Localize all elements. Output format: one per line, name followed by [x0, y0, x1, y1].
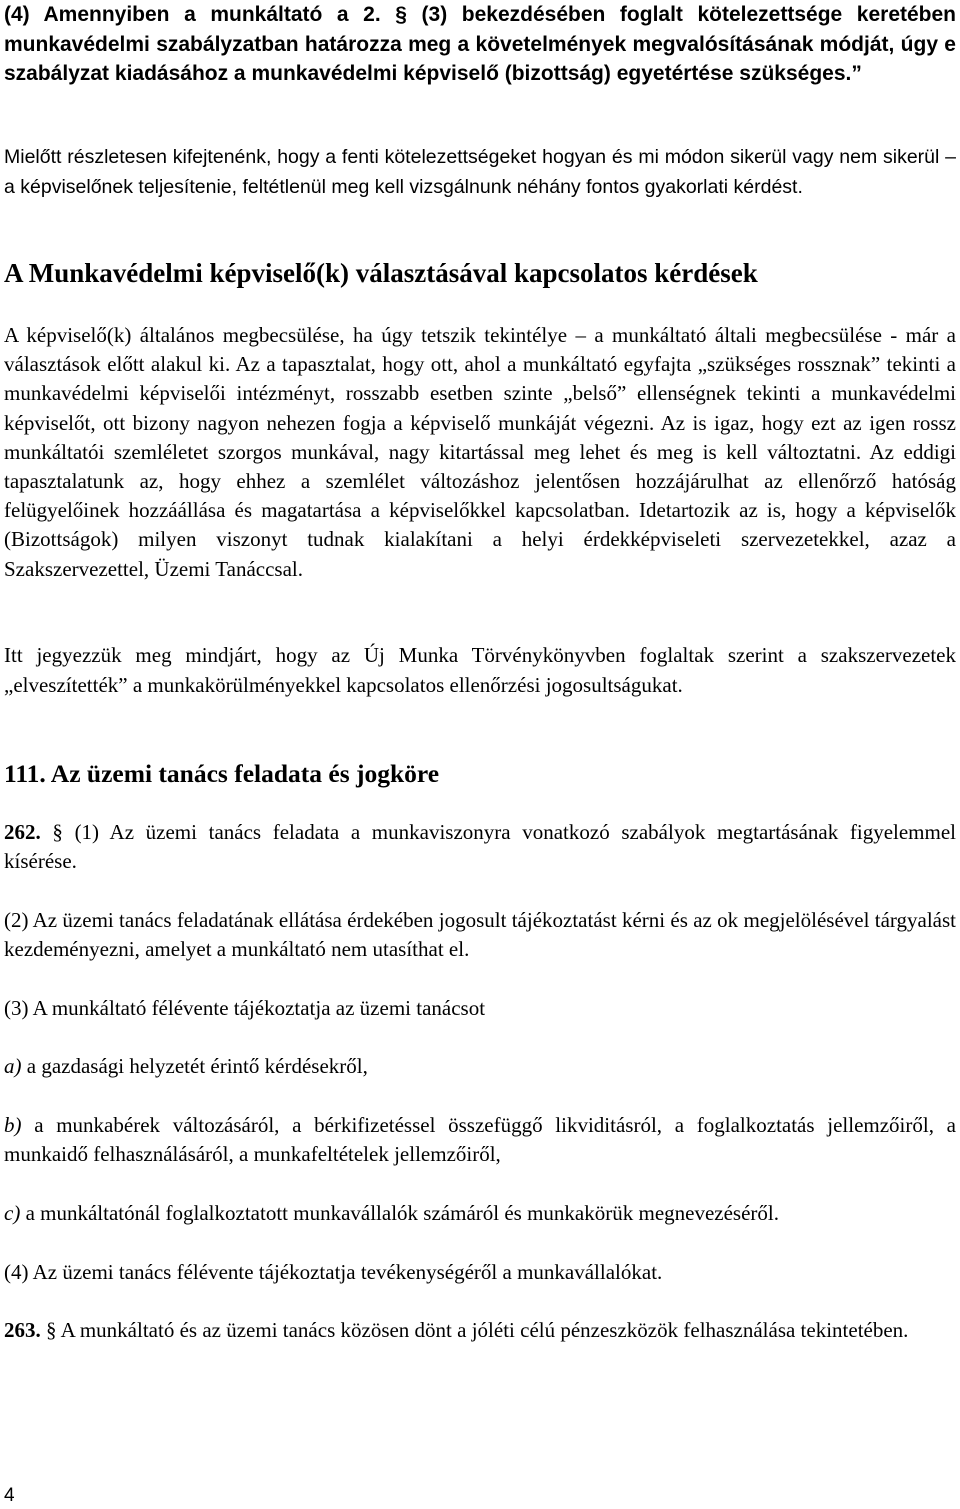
section-262-number: 262.: [4, 820, 41, 844]
section-262-sign: §: [52, 820, 63, 844]
discussion-paragraph: Mielőtt részletesen kifejtenénk, hogy a fenti kötelezettségeket hogyan és mi módon sikerül vagy nem sikerül – a képviselőnek teljesítenie, feltétlenül meg kell vizsgálnunk néhány fontos gyakorlati kérdést.: [4, 146, 956, 198]
main-paragraph: A képviselő(k) általános megbecsülése, ha úgy tetszik tekintélye – a munkáltató általi megbecsülése - már a választások előtt alakul ki. Az a tapasztalat, hogy ott, ahol a munkáltató egyfajta „szükséges rossznak” tekinti a munkavédelmi képviselői intézményt, rosszabb esetben szinte „belső” ellenségnek tekinti a munkavédelmi képviselőt, ott bizony nagyon nehezen fogja a képviselő munkáját végezni. Az is igaz, hogy ezt az igen rossz munkáltatói szemléletet szorgos munkával, nagy kitartással meg lehet és meg is kell változtatni. Az eddigi tapasztalatunk az, hogy ehhez a szemlélet változáshoz jelentősen hozzájárulhat az ellenőrző hatóság felügyelőinek hozzáállása és magatartása a képviselőkkel kapcsolatban. Idetartozik az is, hogy a képviselők (Bizottságok) milyen viszonyt tudnak kialakítani a helyi érdekképviseleti szervezetekkel, azaz a Szakszervezettel, Üzemi Tanáccsal.: [4, 323, 956, 581]
section-263-paragraph: [4, 1316, 908, 1345]
section-263-sign: §: [46, 1318, 57, 1342]
section-262-point-3: (3) A munkáltató félévente tájékoztatja az üzemi tanácsot: [4, 996, 486, 1020]
section-262-paragraph: [4, 818, 956, 876]
intro-paragraph: [4, 0, 956, 89]
section-263-number: 263.: [4, 1318, 41, 1342]
section-263-text: A munkáltató és az üzemi tanács közösen dönt a jóléti célú pénzeszközök felhasználása tekintetében.: [60, 1318, 909, 1342]
list-item-c-text: a munkáltatónál foglalkoztatott munkavállalók számáról és munkakörük megnevezéséről.: [25, 1201, 779, 1225]
list-item-b-label: b): [4, 1113, 22, 1137]
list-item-a: [4, 1052, 368, 1081]
section-262-point-2: (2) Az üzemi tanács feladatának ellátása érdekében jogosult tájékoztatást kérni és az ok megjelölésével tárgyalást kezdeményezni, amelyet a munkáltató nem utasíthat el.: [4, 908, 956, 962]
section-heading: A Munkavédelmi képviselő(k) választásával kapcsolatos kérdések: [4, 258, 758, 288]
list-item-b-text: a munkabérek változásáról, a bérkifizetéssel összefüggő likviditásról, a foglalkoztatás jellemzőiről, a munkaidő felhasználásáról, a munkafeltételek jellemzőiről,: [4, 1113, 956, 1167]
list-item-a-label: a): [4, 1054, 22, 1078]
list-item-c-label: c): [4, 1201, 21, 1225]
intro-label: (4): [4, 3, 30, 26]
list-item-b: [4, 1111, 956, 1169]
list-item-c: [4, 1199, 779, 1228]
subsection-heading: 111. Az üzemi tanács feladata és jogköre: [4, 759, 440, 788]
intro-text: Amennyiben a munkáltató a 2. § (3) bekezdésében foglalt kötelezettsége keretében munkavédelmi szabályzatban határozza meg a követelmények megvalósításának módját, úgy e szabályzat kiadásához a munkavédelmi képviselő (bizottság) egyetértése szükséges.”: [4, 3, 957, 85]
section-262-point-4: (4) Az üzemi tanács félévente tájékoztatja tevékenységéről a munkavállalókat.: [4, 1260, 663, 1284]
section-262-text: (1) Az üzemi tanács feladata a munkaviszonyra vonatkozó szabályok megtartásának figyelemmel kísérése.: [4, 820, 957, 874]
list-item-a-text: a gazdasági helyzetét érintő kérdésekről,: [26, 1054, 368, 1078]
itt-paragraph: Itt jegyezzük meg mindjárt, hogy az Új Munka Törvénykönyvben foglaltak szerint a szakszervezetek „elveszítették” a munkakörülményekkel kapcsolatos ellenőrzési jogosultságukat.: [4, 643, 956, 697]
page-number: 4: [4, 1485, 15, 1506]
